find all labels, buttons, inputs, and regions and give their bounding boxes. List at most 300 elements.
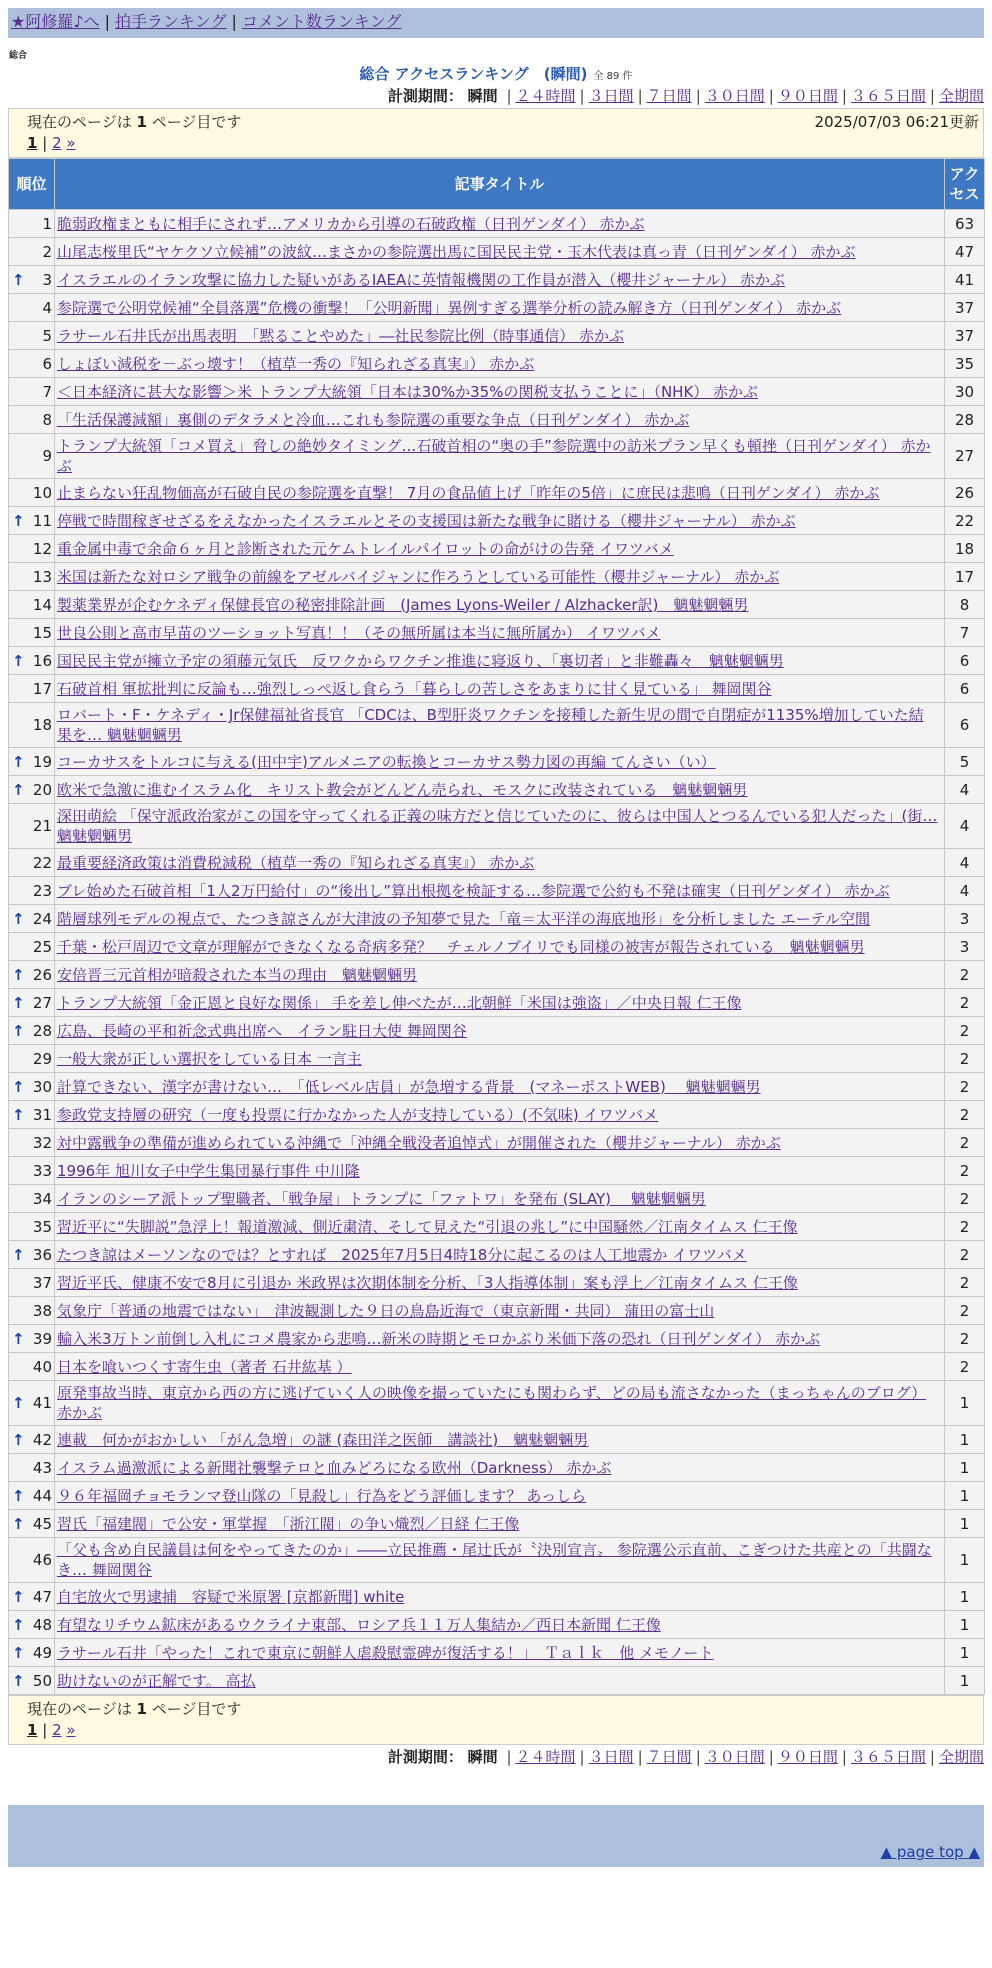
rank-up-arrow-icon: ↑: [12, 1077, 25, 1096]
title-cell: [55, 1510, 945, 1538]
title-cell: [55, 535, 945, 563]
rank-cell: [9, 591, 55, 619]
access-count: 4: [945, 877, 985, 905]
period-link[interactable]: ３０日間: [704, 87, 765, 105]
period-separator: |: [929, 1748, 935, 1766]
article-link[interactable]: 習近平に“失脚説”急浮上！報道激減、側近粛清、そして見えた“引退の兆し”に中国騒然／江南タイムス 仁王像: [57, 1217, 798, 1236]
table-row: [9, 210, 985, 238]
rank-number: 37: [32, 1273, 52, 1292]
table-header-row: [9, 159, 985, 210]
table-row: [9, 905, 985, 933]
rank-number: 26: [32, 965, 52, 984]
access-count: 2: [945, 1241, 985, 1269]
rank-number: 11: [32, 511, 52, 530]
page-link-next[interactable]: »: [66, 134, 76, 152]
table-row: [9, 619, 985, 647]
rank-cell: [9, 1129, 55, 1157]
article-link[interactable]: 輸入米3万トン前倒し入札にコメ農家から悲鳴…新米の時期とモロかぶり米価下落の恐れ（日刊ゲンダイ） 赤かぶ: [57, 1329, 821, 1348]
access-count: 30: [945, 378, 985, 406]
access-count: 47: [945, 238, 985, 266]
rank-up-arrow-icon: ↑: [12, 993, 25, 1012]
rank-cell: [9, 1101, 55, 1129]
rank-number: 43: [32, 1458, 52, 1477]
table-row: [9, 1269, 985, 1297]
rank-number: 42: [32, 1430, 52, 1449]
period-separator: |: [768, 1748, 774, 1766]
title-cell: [55, 1297, 945, 1325]
table-row: [9, 1101, 985, 1129]
article-link[interactable]: イスラエルのイラン攻撃に協力した疑いがあるIAEAに英情報機関の工作員が潜入（櫻井ジャーナル） 赤かぶ: [57, 270, 785, 289]
table-row: [9, 849, 985, 877]
title-cell: [55, 210, 945, 238]
article-link[interactable]: 助けないのが正解です。 高払: [57, 1671, 256, 1690]
access-count: 1: [945, 1538, 985, 1583]
article-link[interactable]: イランのシーア派トップ聖職者、「戦争屋」トランプに「ファトワ」を発布 (SLAY) 魑魅魍魎男: [57, 1189, 706, 1208]
table-row: [9, 877, 985, 905]
table-row: [9, 1510, 985, 1538]
table-row: [9, 378, 985, 406]
access-count: 2: [945, 1185, 985, 1213]
rank-up-arrow-icon: ↑: [12, 1105, 25, 1124]
rank-number: 41: [32, 1394, 52, 1412]
rank-up-arrow-icon: ↑: [12, 752, 25, 771]
page-info-text: 現在のページは: [27, 113, 137, 131]
table-row: [9, 748, 985, 776]
title-cell: [55, 776, 945, 804]
table-row: [9, 776, 985, 804]
page-info-text: ページ目です: [146, 1700, 242, 1718]
access-count: 4: [945, 804, 985, 849]
table-row: [9, 1241, 985, 1269]
rank-number: 24: [32, 909, 52, 928]
rank-number: 17: [32, 679, 52, 698]
title-cell: [55, 350, 945, 378]
access-count: 22: [945, 507, 985, 535]
table-row: [9, 1297, 985, 1325]
rank-up-arrow-icon: ↑: [12, 1486, 25, 1505]
rank-number: 14: [32, 595, 52, 614]
article-link[interactable]: 「父も含め自民議員は何をやってきたのか」――立民推薦・尾辻氏が〝決別宣言〟 参院選公示直前、こぎつけた共産との「共闘なき… 舞岡関谷: [57, 1541, 932, 1579]
table-row: [9, 1583, 985, 1611]
rank-number: 29: [32, 1049, 52, 1068]
rank-up-arrow-icon: ↑: [12, 651, 25, 670]
rank-number: 45: [32, 1514, 52, 1533]
table-row: [9, 1611, 985, 1639]
rank-cell: [9, 877, 55, 905]
footer-bar: [8, 1805, 984, 1837]
rank-up-arrow-icon: ↑: [12, 965, 25, 984]
rank-cell: [9, 238, 55, 266]
article-link[interactable]: 止まらない狂乱物価高が石破自民の参院選を直撃！ 7月の食品値上げ「昨年の5倍」に庶民は悲鳴（日刊ゲンダイ） 赤かぶ: [57, 483, 880, 502]
table-row: [9, 1157, 985, 1185]
page: [8, 8, 984, 1867]
rank-number: 12: [32, 539, 52, 558]
article-link[interactable]: 習近平氏、健康不安で8月に引退か 米政界は次期体制を分析、「3人指導体制」案も浮上／江南タイムス 仁王像: [57, 1273, 798, 1292]
article-link[interactable]: しょぼい減税を－ぶっ壊す！（植草一秀の『知られざる真実』） 赤かぶ: [57, 354, 535, 373]
article-link[interactable]: 一般大衆が正しい選択をしている日本 一言主: [57, 1049, 362, 1068]
rank-up-arrow-icon: ↑: [12, 1615, 25, 1634]
rank-cell: [9, 675, 55, 703]
rank-cell: [9, 1297, 55, 1325]
table-row: [9, 933, 985, 961]
title-cell: [55, 905, 945, 933]
table-row: [9, 563, 985, 591]
period-label: 計測期間：: [387, 87, 463, 105]
table-row: [9, 1129, 985, 1157]
rank-cell: [9, 1241, 55, 1269]
rank-cell: [9, 1185, 55, 1213]
table-row: [9, 675, 985, 703]
page-info-text: ページ目です: [146, 113, 242, 131]
rank-cell: [9, 434, 55, 479]
period-link[interactable]: ３日間: [588, 1748, 634, 1766]
period-link[interactable]: ７日間: [646, 87, 692, 105]
period-link[interactable]: ３６５日間: [850, 87, 926, 105]
rank-cell: [9, 1157, 55, 1185]
period-link[interactable]: ７日間: [646, 1748, 692, 1766]
article-link[interactable]: 国民民主党が擁立予定の須藤元気氏 反ワクからワクチン推進に寝返り、「裏切者」と非難轟々 魑魅魍魎男: [57, 651, 784, 670]
article-link[interactable]: 対中露戦争の準備が進められている沖縄で「沖縄全戦没者追悼式」が開催された（櫻井ジャーナル） 赤かぶ: [57, 1133, 781, 1152]
table-row: [9, 703, 985, 748]
rank-cell: [9, 619, 55, 647]
article-link[interactable]: 最重要経済政策は消費税減税（植草一秀の『知られざる真実』） 赤かぶ: [57, 853, 535, 872]
period-current: 瞬間: [467, 1748, 498, 1766]
article-link[interactable]: ロバート・F・ケネディ・Jr保健福祉省長官 「CDCは、B型肝炎ワクチンを接種した新生児の間で自閉症が1135%増加していた結果を… 魑魅魍魎男: [57, 706, 924, 744]
page-divider: |: [42, 134, 48, 152]
period-link[interactable]: ３６５日間: [850, 1748, 926, 1766]
rank-cell: [9, 1353, 55, 1381]
table-row: [9, 507, 985, 535]
period-separator: |: [929, 87, 935, 105]
rank-number: 7: [42, 382, 52, 401]
access-count: 3: [945, 905, 985, 933]
table-row: [9, 406, 985, 434]
table-row: [9, 479, 985, 507]
rank-cell: [9, 748, 55, 776]
access-count: 2: [945, 1073, 985, 1101]
rank-number: 13: [32, 567, 52, 586]
rank-up-arrow-icon: ↑: [12, 1587, 25, 1606]
access-count: 28: [945, 406, 985, 434]
access-count: 17: [945, 563, 985, 591]
title-cell: [55, 748, 945, 776]
title-cell: [55, 479, 945, 507]
period-link[interactable]: ９０日間: [777, 1748, 838, 1766]
page-title: 総合 アクセスランキング (瞬間): [359, 65, 588, 83]
access-count: 35: [945, 350, 985, 378]
access-count: 1: [945, 1510, 985, 1538]
title-cell: [55, 961, 945, 989]
rank-number: 22: [32, 853, 52, 872]
title-cell: [55, 675, 945, 703]
article-link[interactable]: 自宅放火で男逮捕 容疑で米原署 [京都新聞] white: [57, 1587, 405, 1606]
rank-cell: [9, 1269, 55, 1297]
access-count: 1: [945, 1639, 985, 1667]
period-separator: |: [768, 87, 774, 105]
page-info-text: 現在のページは: [27, 1700, 137, 1718]
rank-number: 36: [32, 1245, 52, 1264]
article-link[interactable]: 米国は新たな対ロシア戦争の前線をアゼルバイジャンに作ろうとしている可能性（櫻井ジャーナル） 赤かぶ: [57, 567, 780, 586]
title-cell: [55, 563, 945, 591]
rank-cell: [9, 905, 55, 933]
rank-cell: [9, 1213, 55, 1241]
rank-number: 1: [42, 214, 52, 233]
table-row: [9, 1667, 985, 1695]
page-link-2[interactable]: 2: [52, 134, 62, 152]
article-link[interactable]: 参院選で公明党候補“全員落選”危機の衝撃！「公明新聞」異例すぎる選挙分析の読み解き方（日刊ゲンダイ） 赤かぶ: [57, 298, 842, 317]
rank-number: 46: [32, 1551, 52, 1569]
access-count: 27: [945, 434, 985, 479]
rank-cell: [9, 210, 55, 238]
rank-cell: [9, 1510, 55, 1538]
access-count: 6: [945, 703, 985, 748]
rank-cell: [9, 1045, 55, 1073]
page-top-link[interactable]: ▲ page top ▲: [880, 1843, 980, 1861]
article-link[interactable]: たつき諒はメーソンなのでは？とすれば 2025年7月5日4時18分に起こるのは人工地震か イワツバメ: [57, 1245, 747, 1264]
rank-number: 28: [32, 1021, 52, 1040]
rank-number: 50: [32, 1671, 52, 1690]
period-link[interactable]: ２４時間: [515, 1748, 576, 1766]
article-link[interactable]: 参政党支持層の研究（一度も投票に行かなかった人が支持している）(不気味) イワツバメ: [57, 1105, 659, 1124]
nav-link-comment-ranking[interactable]: コメント数ランキング: [241, 12, 402, 31]
access-count: 4: [945, 776, 985, 804]
access-count: 1: [945, 1482, 985, 1510]
title-cell: [55, 1353, 945, 1381]
rank-up-arrow-icon: ↑: [12, 909, 25, 928]
article-link[interactable]: ＜日本経済に甚大な影響＞米 トランプ大統領「日本は30%か35%の関税支払うことに」（NHK） 赤かぶ: [57, 382, 759, 401]
rank-cell: [9, 1454, 55, 1482]
updated-timestamp: 2025/07/03 06:21更新: [814, 113, 979, 131]
article-link[interactable]: 深田萌絵 「保守派政治家がこの国を守ってくれる正義の味方だと信じていたのに、彼らは中国人とつるんでいる犯人だった」(街… 魑魅魍魎男: [57, 807, 938, 845]
rank-number: 49: [32, 1643, 52, 1662]
title-cell: [55, 933, 945, 961]
period-links: [502, 87, 984, 105]
rank-up-arrow-icon: ↑: [12, 1245, 25, 1264]
period-separator: |: [579, 1748, 585, 1766]
title-cell: [55, 1454, 945, 1482]
article-link[interactable]: 「生活保護減額」裏側のデタラメと冷血…これも参院選の重要な争点（日刊ゲンダイ） 赤かぶ: [57, 410, 690, 429]
header-rank: 順位: [9, 159, 55, 210]
article-link[interactable]: 1996年 旭川女子中学生集団暴行事件 中川隆: [57, 1161, 360, 1180]
table-row: [9, 238, 985, 266]
rank-number: 21: [32, 817, 52, 835]
access-count: 1: [945, 1611, 985, 1639]
access-count: 2: [945, 989, 985, 1017]
article-link[interactable]: ブレ始めた石破首相「1人2万円給付」の“後出し”算出根拠を検証する…参院選で公約も不発は確実（日刊ゲンダイ） 赤かぶ: [57, 881, 890, 900]
rank-up-arrow-icon: ↑: [12, 1021, 25, 1040]
table-row: [9, 1426, 985, 1454]
rank-cell: [9, 294, 55, 322]
title-cell: [55, 266, 945, 294]
article-link[interactable]: イスラム過激派による新聞社襲撃テロと血みどろになる欧州（Darkness） 赤かぶ: [57, 1458, 612, 1477]
page-number: 1: [136, 113, 147, 131]
period-label: 計測期間：: [387, 1748, 463, 1766]
access-count: 2: [945, 1157, 985, 1185]
rank-cell: [9, 322, 55, 350]
period-separator: |: [637, 87, 643, 105]
access-count: 4: [945, 849, 985, 877]
article-link[interactable]: 安倍晋三元首相が暗殺された本当の理由 魑魅魍魎男: [57, 965, 418, 984]
title-cell: [55, 1241, 945, 1269]
rank-up-arrow-icon: ↑: [12, 1394, 25, 1412]
rank-cell: [9, 849, 55, 877]
rank-cell: [9, 535, 55, 563]
access-count: 2: [945, 1101, 985, 1129]
rank-cell: [9, 1538, 55, 1583]
article-link[interactable]: ラサール石井氏が出馬表明 「黙ることやめた」―社民参院比例（時事通信） 赤かぶ: [57, 326, 624, 345]
title-cell: [55, 1611, 945, 1639]
page-link-2[interactable]: 2: [52, 1721, 62, 1739]
table-row: [9, 434, 985, 479]
article-link[interactable]: 石破首相 軍拡批判に反論も…強烈しっぺ返し食らう「暮らしの苦しさをあまりに甘く見ている」 舞岡関谷: [57, 679, 772, 698]
table-row: [9, 1381, 985, 1426]
title-cell: [55, 1017, 945, 1045]
rank-cell: [9, 507, 55, 535]
period-selector-top: [8, 84, 984, 108]
access-count: 37: [945, 294, 985, 322]
rank-number: 23: [32, 881, 52, 900]
period-link[interactable]: ３日間: [588, 87, 634, 105]
access-count: 7: [945, 619, 985, 647]
period-link[interactable]: ９０日間: [777, 87, 838, 105]
period-separator: |: [637, 1748, 643, 1766]
table-row: [9, 1017, 985, 1045]
rank-number: 40: [32, 1357, 52, 1376]
page-link-current: 1: [27, 134, 38, 152]
period-separator: |: [695, 87, 701, 105]
period-separator: |: [841, 1748, 847, 1766]
article-link[interactable]: ラサール石井「やった！これで東京に朝鮮人虐殺慰霊碑が復活する！」 Ｔａｌｋ 他 メモノート: [57, 1643, 714, 1662]
article-link[interactable]: 重金属中毒で余命６ヶ月と診断された元ケムトレイルパイロットの命がけの告発 イワツバメ: [57, 539, 674, 558]
period-selector-bottom: [8, 1745, 984, 1769]
article-link[interactable]: 階層球列モデルの視点で、たつき諒さんが大津波の予知夢で見た「竜＝太平洋の海底地形」を分析しました エーテル空間: [57, 909, 870, 928]
period-link[interactable]: ２４時間: [515, 87, 576, 105]
title-cell: [55, 1045, 945, 1073]
period-current: 瞬間: [467, 87, 498, 105]
pagination-bottom: [8, 1695, 984, 1745]
rank-number: 32: [32, 1133, 52, 1152]
rank-number: 38: [32, 1301, 52, 1320]
article-link[interactable]: 気象庁「普通の地震ではない」 津波観測した９日の鳥島近海で（東京新聞・共同） 蒲田の富士山: [57, 1301, 715, 1320]
table-row: [9, 294, 985, 322]
table-row: [9, 1538, 985, 1583]
title-cell: [55, 1213, 945, 1241]
rank-up-arrow-icon: ↑: [12, 780, 25, 799]
table-row: [9, 266, 985, 294]
title-cell: [55, 1482, 945, 1510]
access-count: 3: [945, 933, 985, 961]
title-cell: [55, 1667, 945, 1695]
article-link[interactable]: 広島、長崎の平和祈念式典出席へ イラン駐日大使 舞岡関谷: [57, 1021, 467, 1040]
article-link[interactable]: ９６年福岡チョモランマ登山隊の「見殺し」行為をどう評価します？ あっしら: [57, 1486, 587, 1505]
access-count: 1: [945, 1454, 985, 1482]
title-cell: [55, 238, 945, 266]
rank-cell: [9, 406, 55, 434]
page-link-current: 1: [27, 1721, 38, 1739]
rank-cell: [9, 1667, 55, 1695]
title-cell: [55, 1583, 945, 1611]
article-link[interactable]: トランプ大統領「コメ買え」脅しの絶妙タイミング…石破首相の“奥の手”参院選中の訪米プラン早くも頓挫（日刊ゲンダイ） 赤かぶ: [57, 437, 931, 475]
rank-cell: [9, 961, 55, 989]
article-link[interactable]: 連載 何かがおかしい 「がん急増」の謎 (森田洋之医師 講談社) 魑魅魍魎男: [57, 1430, 589, 1449]
title-cell: [55, 507, 945, 535]
rank-number: 9: [42, 447, 52, 465]
article-link[interactable]: コーカサスをトルコに与える(田中宇)アルメニアの転換とコーカサス勢力図の再編 てんさい（い）: [57, 752, 716, 771]
article-link[interactable]: 山尾志桜里氏“ヤケクソ立候補”の波紋…まさかの参院選出馬に国民民主党・玉木代表は真っ青（日刊ゲンダイ） 赤かぶ: [57, 242, 856, 261]
title-cell: [55, 434, 945, 479]
article-link[interactable]: 世良公則と高市早苗のツーショット写真！！（その無所属は本当に無所属か） イワツバメ: [57, 623, 661, 642]
period-link[interactable]: ３０日間: [704, 1748, 765, 1766]
access-count: 6: [945, 647, 985, 675]
rank-up-arrow-icon: ↑: [12, 511, 25, 530]
table-row: [9, 322, 985, 350]
article-link[interactable]: 計算できない、漢字が書けない… 「低レベル店員」が急増する背景 (マネーポストWEB) 魑魅魍魎男: [57, 1077, 761, 1096]
title-cell: [55, 294, 945, 322]
rank-number: 15: [32, 623, 52, 642]
title-cell: [55, 849, 945, 877]
access-count: 8: [945, 591, 985, 619]
title-cell: [55, 1325, 945, 1353]
rank-up-arrow-icon: ↑: [12, 1671, 25, 1690]
period-link[interactable]: 全期間: [938, 1748, 984, 1766]
rank-number: 10: [32, 483, 52, 502]
rank-cell: [9, 1325, 55, 1353]
nav-separator: |: [104, 12, 110, 31]
article-link[interactable]: 停戦で時間稼ぎせざるをえなかったイスラエルとその支援国は新たな戦争に賭ける（櫻井ジャーナル） 赤かぶ: [57, 511, 796, 530]
article-link[interactable]: 有望なリチウム鉱床があるウクライナ東部、ロシア兵１１万人集結か／西日本新聞 仁王像: [57, 1615, 661, 1634]
title-cell: [55, 591, 945, 619]
nav-separator: |: [231, 12, 237, 31]
article-link[interactable]: トランプ大統領「金正恩と良好な関係」 手を差し伸べたが…北朝鮮「米国は強盗」／中央日報 仁王像: [57, 993, 742, 1012]
article-link[interactable]: 製薬業界が企むケネディ保健長官の秘密排除計画 (James Lyons-Weiler / Alzhacker訳) 魑魅魍魎男: [57, 595, 749, 614]
rank-number: 39: [32, 1329, 52, 1348]
pagination-top: [8, 108, 984, 158]
access-count: 41: [945, 266, 985, 294]
article-link[interactable]: 脆弱政権まともに相手にされず…アメリカから引導の石破政権（日刊ゲンダイ） 赤かぶ: [57, 214, 645, 233]
rank-number: 5: [42, 326, 52, 345]
page-divider: |: [42, 1721, 48, 1739]
page-link-next[interactable]: »: [66, 1721, 76, 1739]
article-link[interactable]: 千葉・松戸周辺で文章が理解ができなくなる奇病多発？ チェルノブイリでも同様の被害が報告されている 魑魅魍魎男: [57, 937, 865, 956]
table-row: [9, 350, 985, 378]
rank-cell: [9, 1482, 55, 1510]
table-row: [9, 1213, 985, 1241]
article-link[interactable]: 原発事故当時、東京から西の方に逃げていく人の映像を撮っていたにも関わらず、どの局も流さなかった（まっちゃんのブログ） 赤かぶ: [57, 1384, 927, 1422]
article-link[interactable]: 日本を喰いつくす寄生虫（著者 石井紘基 ）: [57, 1357, 352, 1376]
nav-link-applause-ranking[interactable]: 拍手ランキング: [114, 12, 227, 31]
rank-number: 27: [32, 993, 52, 1012]
top-nav: [8, 8, 984, 38]
page-links: [9, 1720, 983, 1744]
rank-number: 47: [32, 1587, 52, 1606]
nav-link-asyura[interactable]: ★阿修羅♪へ: [11, 12, 100, 31]
article-link[interactable]: 習氏「福建閥」で公安・軍掌握 「浙江閥」の争い熾烈／日経 仁王像: [57, 1514, 520, 1533]
access-count: 2: [945, 1353, 985, 1381]
rank-number: 8: [42, 410, 52, 429]
title-cell: [55, 322, 945, 350]
table-row: [9, 1639, 985, 1667]
access-count: 2: [945, 1017, 985, 1045]
category-label: 総合: [9, 51, 28, 61]
rank-number: 44: [32, 1486, 52, 1505]
access-count: 63: [945, 210, 985, 238]
article-link[interactable]: 欧米で急激に進むイスラム化 キリスト教会がどんどん売られ、モスクに改装されている 魑魅魍魎男: [57, 780, 748, 799]
rank-cell: [9, 1611, 55, 1639]
rank-cell: [9, 350, 55, 378]
access-count: 2: [945, 1045, 985, 1073]
period-link[interactable]: 全期間: [938, 87, 984, 105]
title-cell: [55, 703, 945, 748]
